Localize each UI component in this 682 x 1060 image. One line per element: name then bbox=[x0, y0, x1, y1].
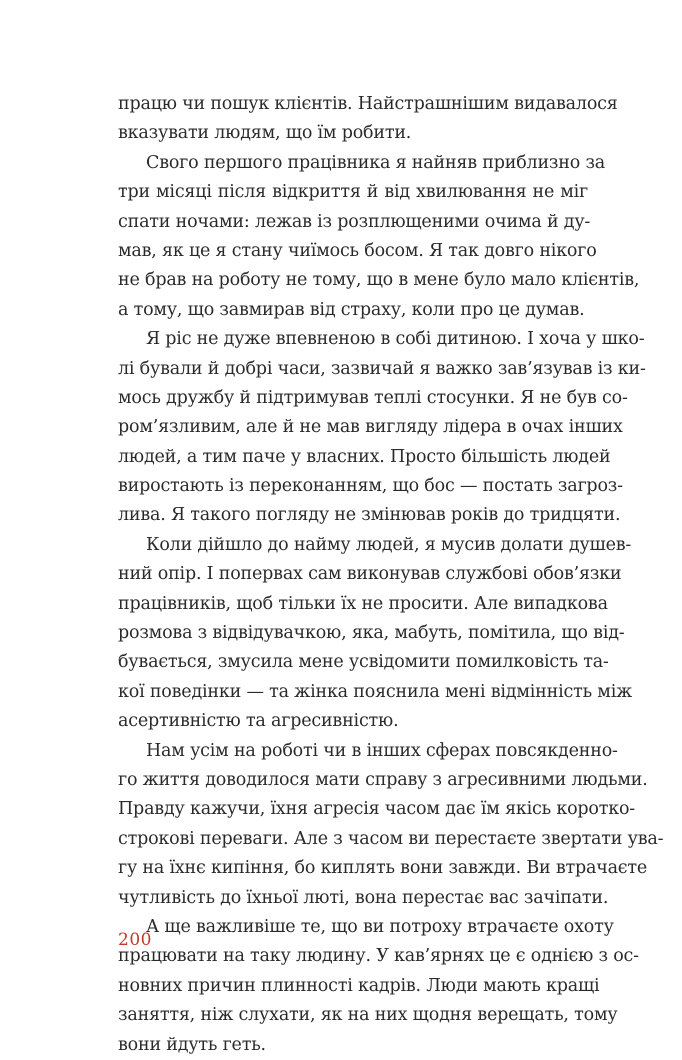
text-line: бувається, змусила мене усвідомити помилковість та- bbox=[118, 652, 609, 673]
text-line: працювати на таку людину. У кав’ярнях це є однією з ос- bbox=[118, 946, 639, 967]
text-line: мось дружбу й підтримував теплі стосунки. Я не був со- bbox=[118, 387, 628, 408]
text-line: асертивністю та агресивністю. bbox=[118, 711, 399, 732]
text-line: заняття, ніж слухати, як на них щодня верещать, тому bbox=[118, 1005, 618, 1026]
text-line: Свого першого працівника я найняв приблизно за bbox=[146, 152, 606, 173]
text-line: працю чи пошук клієнтів. Найстрашнішим видавалося bbox=[118, 94, 618, 114]
text-line: ний опір. І попервах сам виконував службові обов’язки bbox=[118, 564, 622, 585]
paragraph bbox=[118, 149, 640, 325]
text-line: не брав на роботу не тому, що в мене було мало клієнтів, bbox=[118, 270, 640, 291]
text-line: людей, а тим паче у власних. Просто більшість людей bbox=[118, 446, 611, 467]
text-line: виростають із переконанням, що бос — постать загроз- bbox=[118, 476, 623, 497]
text-line: а тому, що завмирав від страху, коли про це думав. bbox=[118, 299, 585, 320]
text-line: спати ночами: лежав із розплющеними очима й ду- bbox=[118, 211, 591, 232]
text-line: новних причин плинності кадрів. Люди мають кращі bbox=[118, 975, 600, 996]
text-line: го життя доводилося мати справу з агресивними людьми. bbox=[118, 769, 648, 790]
text-line: ром’язливим, але й не мав вигляду лідера в очах інших bbox=[118, 417, 623, 438]
text-line: Коли дійшло до найму людей, я мусив долати душев- bbox=[146, 534, 632, 555]
body-text bbox=[118, 90, 664, 1060]
page-number: 200 bbox=[118, 930, 152, 950]
text-line: Нам усім на роботі чи в інших сферах повсякденно- bbox=[146, 740, 618, 761]
text-line: вказувати людям, що їм робити. bbox=[118, 123, 412, 144]
text-line: кої поведінки — та жінка пояснила мені відмінність між bbox=[118, 681, 632, 702]
text-line: мав, як це я стану чиїмось босом. Я так довго нікого bbox=[118, 240, 597, 261]
paragraph bbox=[118, 737, 664, 913]
text-line: три місяці після відкриття й від хвилювання не міг bbox=[118, 182, 588, 203]
paragraph bbox=[118, 325, 646, 531]
text-line: лі бували й добрі часи, зазвичай я важко зав’язував із ки- bbox=[118, 358, 646, 379]
paragraph bbox=[118, 90, 618, 149]
text-line: Я ріс не дуже впевненою в собі дитиною. І хоча у шко- bbox=[146, 329, 645, 350]
text-line: Правду кажучи, їхня агресія часом дає їм якісь коротко- bbox=[118, 799, 636, 820]
text-line: гу на їхнє кипіння, бо киплять вони завжди. Ви втрачаєте bbox=[118, 858, 648, 879]
text-line: вони йдуть геть. bbox=[118, 1034, 266, 1055]
paragraph bbox=[118, 913, 639, 1060]
paragraph bbox=[118, 531, 632, 737]
text-line: лива. Я такого погляду не змінював років до тридцяти. bbox=[118, 505, 621, 526]
text-line: строкові переваги. Але з часом ви перестаєте звертати ува- bbox=[118, 828, 664, 849]
text-line: чутливість до їхньої люті, вона перестає вас зачіпати. bbox=[118, 887, 609, 908]
text-line: працівників, щоб тільки їх не просити. Але випадкова bbox=[118, 593, 608, 614]
text-line: А ще важливіше те, що ви потроху втрачаєте охоту bbox=[146, 916, 614, 937]
text-line: розмова з відвідувачкою, яка, мабуть, помітила, що від- bbox=[118, 623, 625, 644]
